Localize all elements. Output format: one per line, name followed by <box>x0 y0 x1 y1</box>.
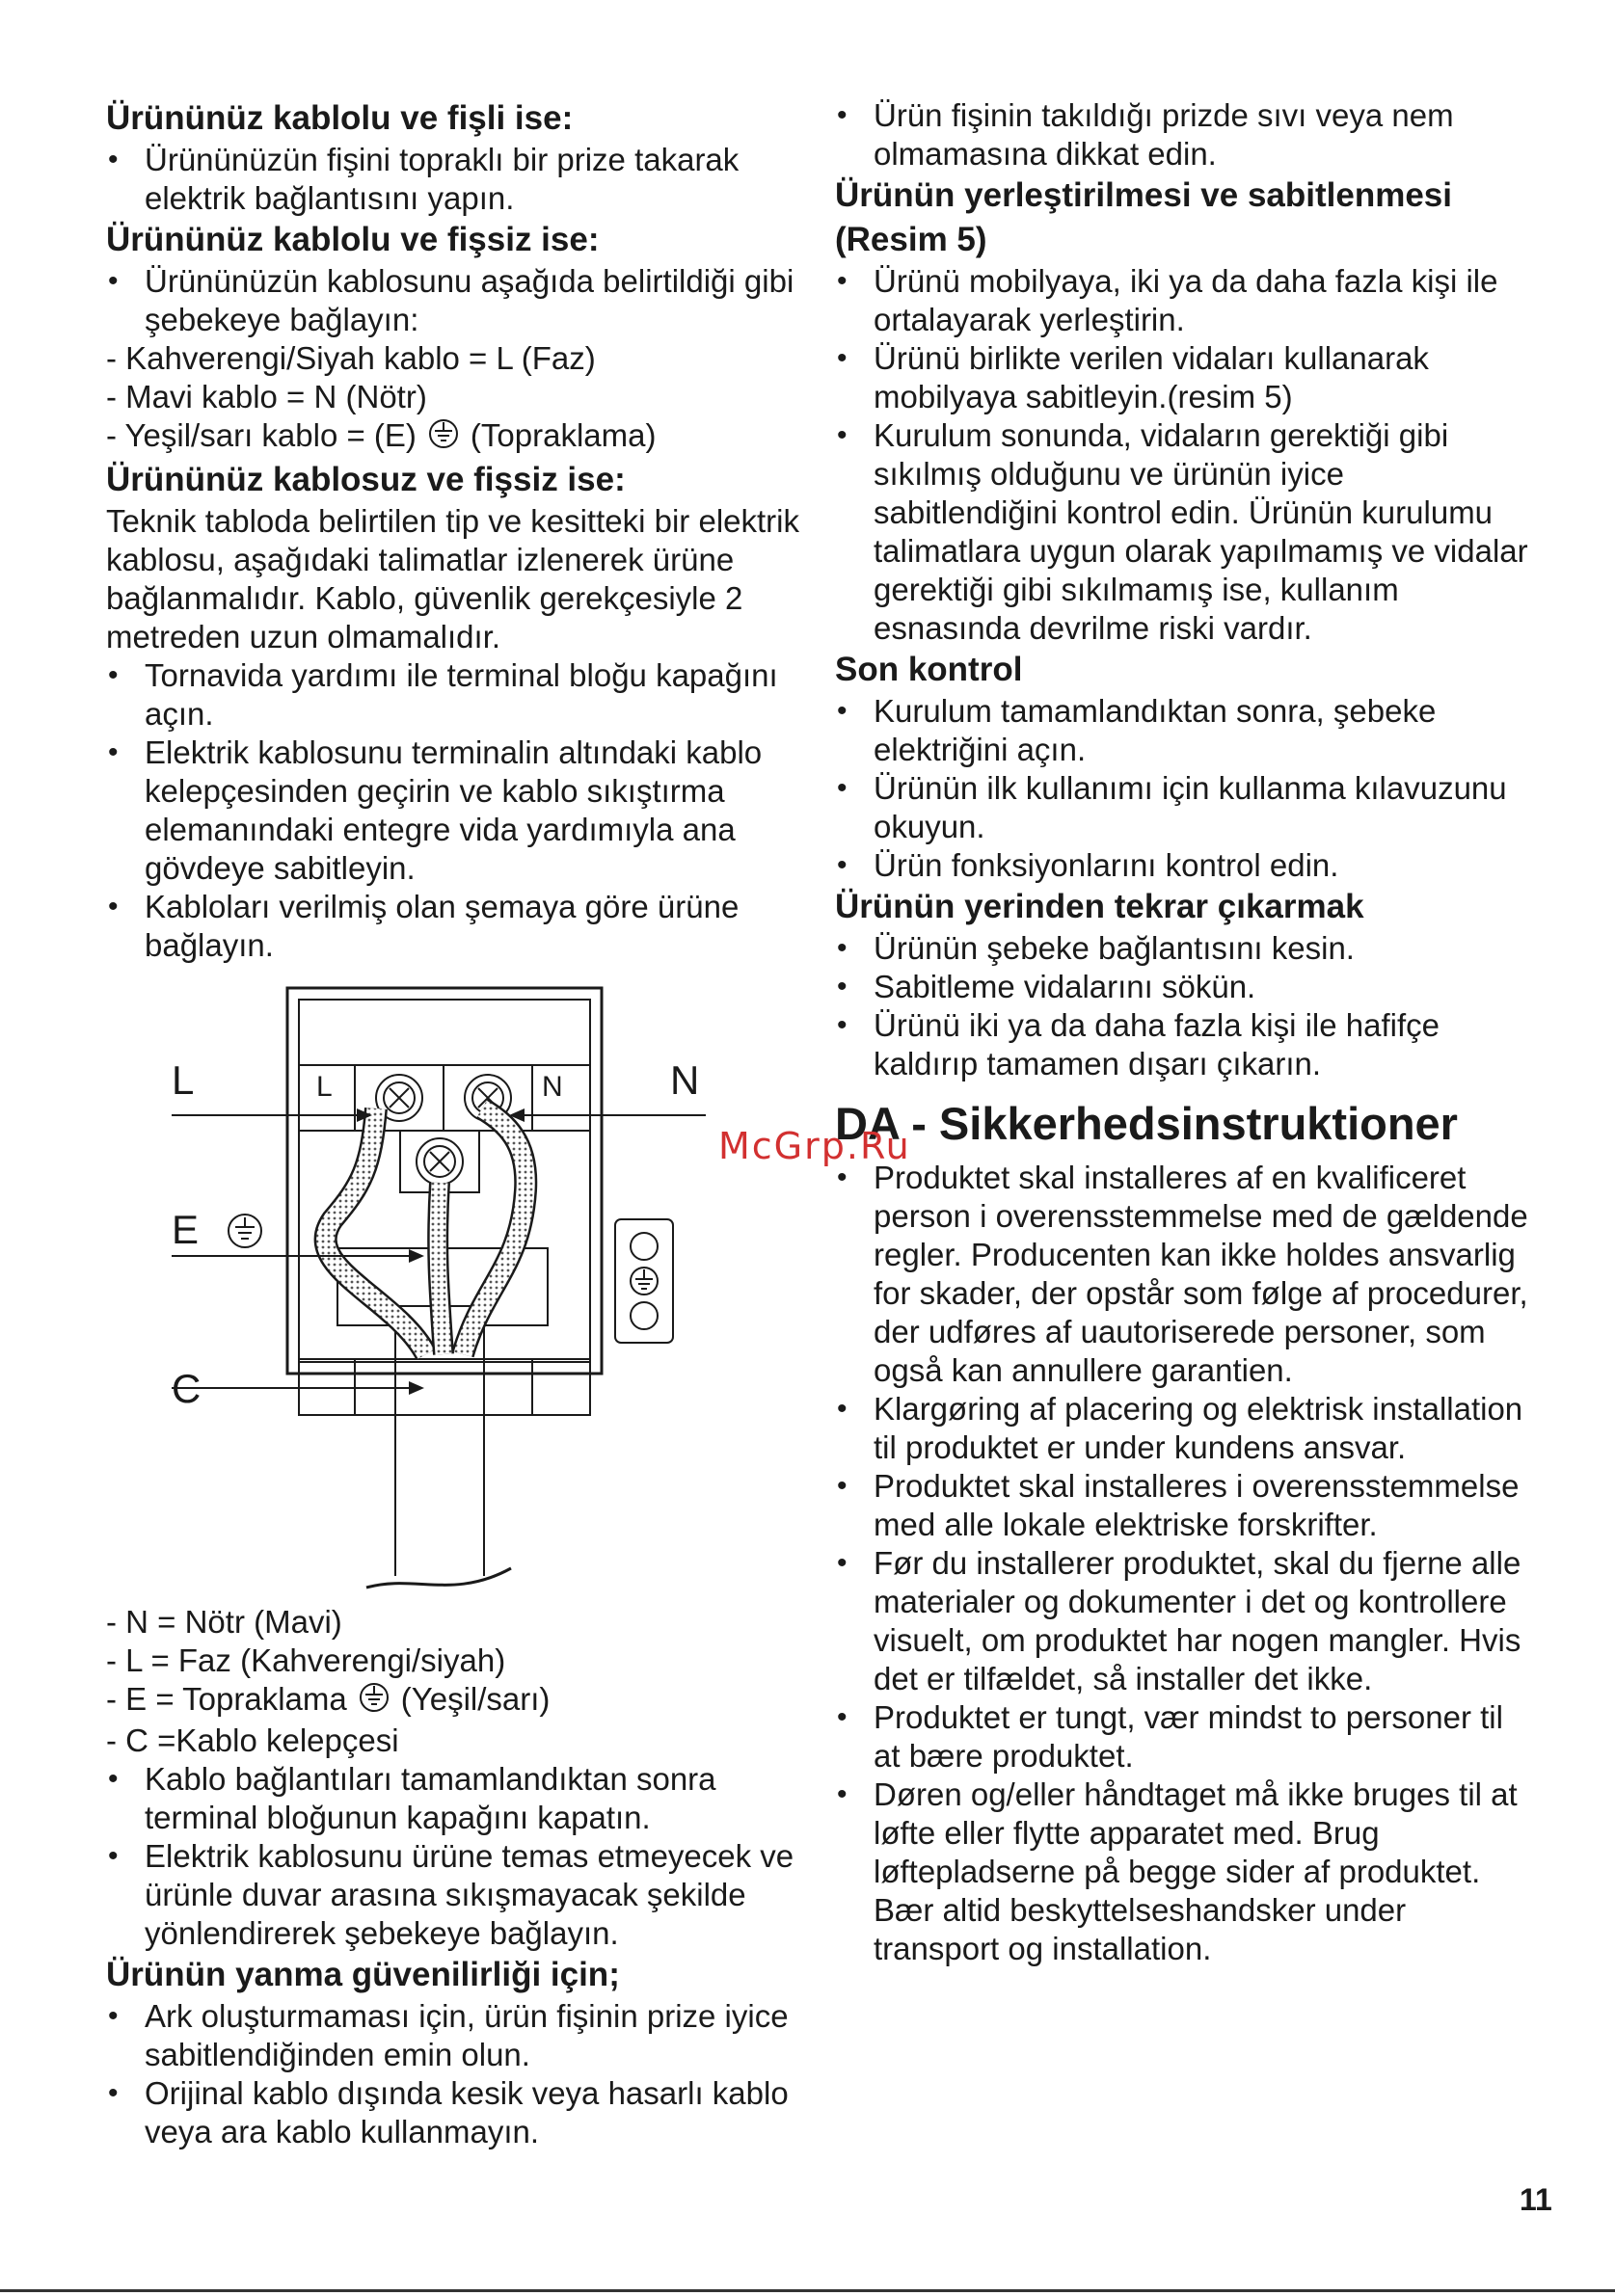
list-item: • Kurulum tamamlandıktan sonra, şebeke elektriğini açın. <box>835 692 1529 769</box>
list-item: • Ürün fonksiyonlarını kontrol edin. <box>835 846 1529 885</box>
list-item: • Kablo bağlantıları tamamlandıktan sonra terminal bloğunun kapağını kapatın. <box>106 1760 800 1837</box>
section-title-fire-safety: Ürünün yanma güvenilirliği için; <box>106 1955 620 1993</box>
list-item: • Kabloları verilmiş olan şemaya göre ürüne bağlayın. <box>106 888 800 965</box>
ground-symbol-icon <box>229 1215 261 1247</box>
diagram-label-L: L <box>172 1056 195 1103</box>
left-column <box>106 96 800 2151</box>
list-item: • Klargøring af placering og elektrisk installation til produktet er under kundens ansvar. <box>835 1390 1529 1467</box>
bullet-list <box>835 1159 1529 1968</box>
wire-spec-text: - Yeşil/sarı kablo = (E) <box>106 417 417 453</box>
wire-spec-line: - Mavi kablo = N (Nötr) <box>106 379 427 414</box>
paragraph: Teknik tabloda belirtilen tip ve kesitteki bir elektrik kablosu, aşağıdaki talimatlar izlenerek ürüne bağlanmalıdır. Kablo, güvenlik gerekçesiyle 2 metreden uzun olmamalıdır. <box>106 502 799 654</box>
list-item: • Tornavida yardımı ile terminal bloğu kapağını açın. <box>106 656 800 734</box>
bullet-list <box>106 1760 800 1953</box>
wiring-diagram <box>164 978 800 1595</box>
list-item: • Ürünü birlikte verilen vidaları kullanarak mobilyaya sabitleyin.(resim 5) <box>835 339 1529 416</box>
diagram-label-C: C <box>172 1365 202 1411</box>
legend-line: - L = Faz (Kahverengi/siyah) <box>106 1642 506 1678</box>
diagram-label-N: N <box>670 1056 700 1103</box>
legend-line: - C =Kablo kelepçesi <box>106 1722 399 1758</box>
list-item: • Ürününüzün fişini topraklı bir prize takarak elektrik bağlantısını yapın. <box>106 141 800 218</box>
terminal-label-L: L <box>316 1070 333 1103</box>
ground-symbol-icon <box>359 1682 390 1722</box>
side-plate <box>615 1219 673 1343</box>
bullet-list <box>835 692 1529 885</box>
right-column <box>835 96 1529 1968</box>
page-number: 11 <box>1520 2182 1552 2217</box>
list-item: • Før du installerer produktet, skal du fjerne alle materialer og dokumenter i det og kontrollere visuelt, om produktet har nogen mangler. Hvis det er tilfældet, så installer det ikke. <box>835 1544 1529 1698</box>
list-item: • Ürünün ilk kullanımı için kullanma kılavuzunu okuyun. <box>835 769 1529 846</box>
list-item: • Orijinal kablo dışında kesik veya hasarlı kablo veya ara kablo kullanmayın. <box>106 2074 800 2151</box>
list-item: • Ürünü iki ya da daha fazla kişi ile hafifçe kaldırıp tamamen dışarı çıkarın. <box>835 1006 1529 1083</box>
terminal-screw-earth-icon <box>417 1138 463 1185</box>
watermark: McGrp.Ru <box>718 1125 911 1167</box>
section-title-no-plug: Ürününüz kablolu ve fişsiz ise: <box>106 221 600 258</box>
wire-spec-text: (Topraklama) <box>470 417 657 453</box>
list-item: • Elektrik kablosunu ürüne temas etmeyecek ve ürünle duvar arasına sıkışmayacak şekilde yönlendirerek şebekeye bağlayın. <box>106 1837 800 1953</box>
ground-symbol-icon <box>428 418 459 458</box>
bullet-list <box>106 141 800 218</box>
section-title-plug: Ürününüz kablolu ve fişli ise: <box>106 99 574 137</box>
list-item: • Sabitleme vidalarını sökün. <box>835 968 1529 1006</box>
list-item: • Produktet skal installeres i overensstemmelse med alle lokale elektriske forskrifter. <box>835 1467 1529 1544</box>
bullet-list <box>106 656 800 965</box>
cable-sheath <box>395 1359 484 1576</box>
section-title-final-check: Son kontrol <box>835 651 1023 688</box>
list-item: • Ürünün şebeke bağlantısını kesin. <box>835 929 1529 968</box>
list-item: • Ürününüzün kablosunu aşağıda belirtildiği gibi şebekeye bağlayın: <box>106 262 800 339</box>
bullet-list <box>835 929 1529 1083</box>
bullet-list <box>106 262 800 339</box>
legend-line: - N = Nötr (Mavi) <box>106 1603 342 1640</box>
diagram-label-E: E <box>172 1206 200 1252</box>
bullet-list <box>106 1997 800 2151</box>
list-item: • Ürünü mobilyaya, iki ya da daha fazla kişi ile ortalayarak yerleştirin. <box>835 262 1529 339</box>
legend-text: (Yeşil/sarı) <box>400 1680 551 1717</box>
list-item: • Produktet skal installeres af en kvalificeret person i overensstemmelse med de gældende regler. Producenten kan ikke holdes ansvarlig for skader, der opstår som følge af procedurer, der udføres af uautoriserede personer, som også kan annullere garantien. <box>835 1159 1529 1390</box>
bottom-rule <box>0 2289 1615 2292</box>
section-title-cordless: Ürününüz kablosuz ve fişsiz ise: <box>106 460 626 498</box>
wire-spec-line: - Kahverengi/Siyah kablo = L (Faz) <box>106 340 596 376</box>
bullet-list <box>835 262 1529 648</box>
list-item: • Ark oluşturmaması için, ürün fişinin prize iyice sabitlendiğinden emin olun. <box>106 1997 800 2074</box>
danish-safety-heading: DA - Sikkerhedsinstruktioner <box>835 1098 1458 1149</box>
section-title-placement: Ürünün yerleştirilmesi ve sabitlenmesi (Resim 5) <box>835 176 1452 258</box>
bullet-list <box>835 96 1529 174</box>
list-item: • Døren og/eller håndtaget må ikke bruges til at løfte eller flytte apparatet med. Brug løftepladserne på begge sider af produktet. Bær altid beskyttelseshandsker under transport og installation. <box>835 1775 1529 1968</box>
section-title-removal: Ürünün yerinden tekrar çıkarmak <box>835 888 1364 925</box>
list-item: • Kurulum sonunda, vidaların gerektiği gibi sıkılmış olduğunu ve ürünün iyice sabitlendiğini kontrol edin. Ürünün kurulumu talimatlara uygun olarak yapılmamış ve vidalar gerektiği gibi sıkılmamış ise, kullanım esnasında devrilme riski vardır. <box>835 416 1529 648</box>
list-item: • Ürün fişinin takıldığı prizde sıvı veya nem olmamasına dikkat edin. <box>835 96 1529 174</box>
legend-line <box>106 1680 800 1722</box>
wire-spec-line <box>106 416 800 458</box>
terminal-label-N: N <box>542 1070 563 1103</box>
list-item: • Produktet er tungt, vær mindst to personer til at bære produktet. <box>835 1698 1529 1775</box>
list-item: • Elektrik kablosunu terminalin altındaki kablo kelepçesinden geçirin ve kablo sıkıştırma elemanındaki entegre vida yardımıyla ana gövdeye sabitleyin. <box>106 734 800 888</box>
legend-text: - E = Topraklama <box>106 1680 347 1717</box>
